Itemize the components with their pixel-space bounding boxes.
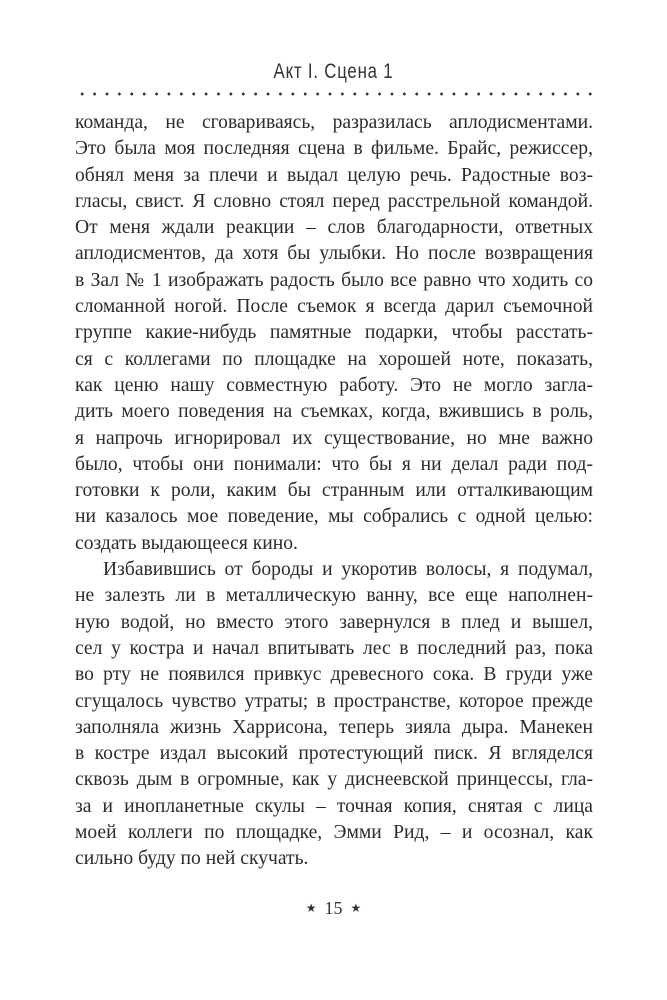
dotted-divider xyxy=(76,92,592,96)
text-line: гласы, свист. Я словно стоял перед расстрельной командой. xyxy=(75,190,593,212)
text-line: ную водой, но вместо этого завернулся в плед и вышел, xyxy=(75,611,593,633)
text-line: сел у костра и начал впитывать лес в последний раз, пока xyxy=(75,637,593,659)
text-line: ни казалось мое поведение, мы собрались с одной целью: xyxy=(75,506,593,528)
body-text xyxy=(75,110,593,873)
text-line: я напрочь игнорировал их существование, но мне важно xyxy=(75,427,593,449)
star-icon: ★ xyxy=(350,901,362,915)
text-line: обнял меня за плечи и выдал целую речь. Радостные воз- xyxy=(75,164,593,186)
text-line: моей коллеги по площадке, Эмми Рид, – и осознал, как xyxy=(75,822,593,844)
running-header: Акт I. Сцена 1 xyxy=(273,60,394,83)
text-line: ся с коллегами по площадке на хорошей ноте, показать, xyxy=(75,348,593,370)
text-line: дить моего поведения на съемках, когда, вжившись в роль, xyxy=(75,401,593,423)
text-line: аплодисментов, да хотя бы улыбки. Но после возвращения xyxy=(75,243,593,265)
text-line: во рту не появился привкус древесного сока. В груди уже xyxy=(75,664,593,686)
text-line: Это была моя последняя сцена в фильме. Брайс, режиссер, xyxy=(75,138,593,160)
text-line: в костре издал высокий протестующий писк. Я вгляделся xyxy=(75,743,593,765)
text-line: От меня ждали реакции – слов благодарности, ответных xyxy=(75,217,593,239)
text-line: сквозь дым в огромные, как у диснеевской принцессы, гла- xyxy=(75,769,593,791)
text-line: заполняла жизнь Харрисона, теперь зияла дыра. Манекен xyxy=(75,716,593,738)
text-line: создать выдающееся кино. xyxy=(75,532,298,554)
text-line: сгущалось чувство утраты; в пространстве, которое прежде xyxy=(75,690,593,712)
page-footer xyxy=(0,898,667,919)
text-line: команда, не сговариваясь, разразилась аплодисментами. xyxy=(75,112,593,133)
text-line: Избавившись от бороды и укоротив волосы, я подумал, xyxy=(103,559,593,581)
star-icon: ★ xyxy=(305,901,317,915)
paragraph-1 xyxy=(75,110,593,557)
text-line: не залезть ли в металлическую ванну, все еще наполнен- xyxy=(75,585,593,607)
page-number: 15 xyxy=(324,898,343,918)
text-line: за и инопланетные скулы – точная копия, снятая с лица xyxy=(75,795,593,817)
text-line: как ценю нашу совместную работу. Это не могло загла- xyxy=(75,374,593,396)
text-line: готовки к роли, каким бы странным или отталкивающим xyxy=(75,480,593,502)
text-line: было, чтобы они понимали: что бы я ни делал ради под- xyxy=(75,453,593,475)
text-line: группе какие-нибудь памятные подарки, чтобы расстать- xyxy=(75,322,593,344)
text-line: сильно буду по ней скучать. xyxy=(75,848,309,870)
text-line: сломанной ногой. После съемок я всегда дарил съемочной xyxy=(75,296,593,318)
text-line: в Зал № 1 изображать радость было все равно что ходить со xyxy=(75,269,593,291)
paragraph-2 xyxy=(75,557,593,873)
